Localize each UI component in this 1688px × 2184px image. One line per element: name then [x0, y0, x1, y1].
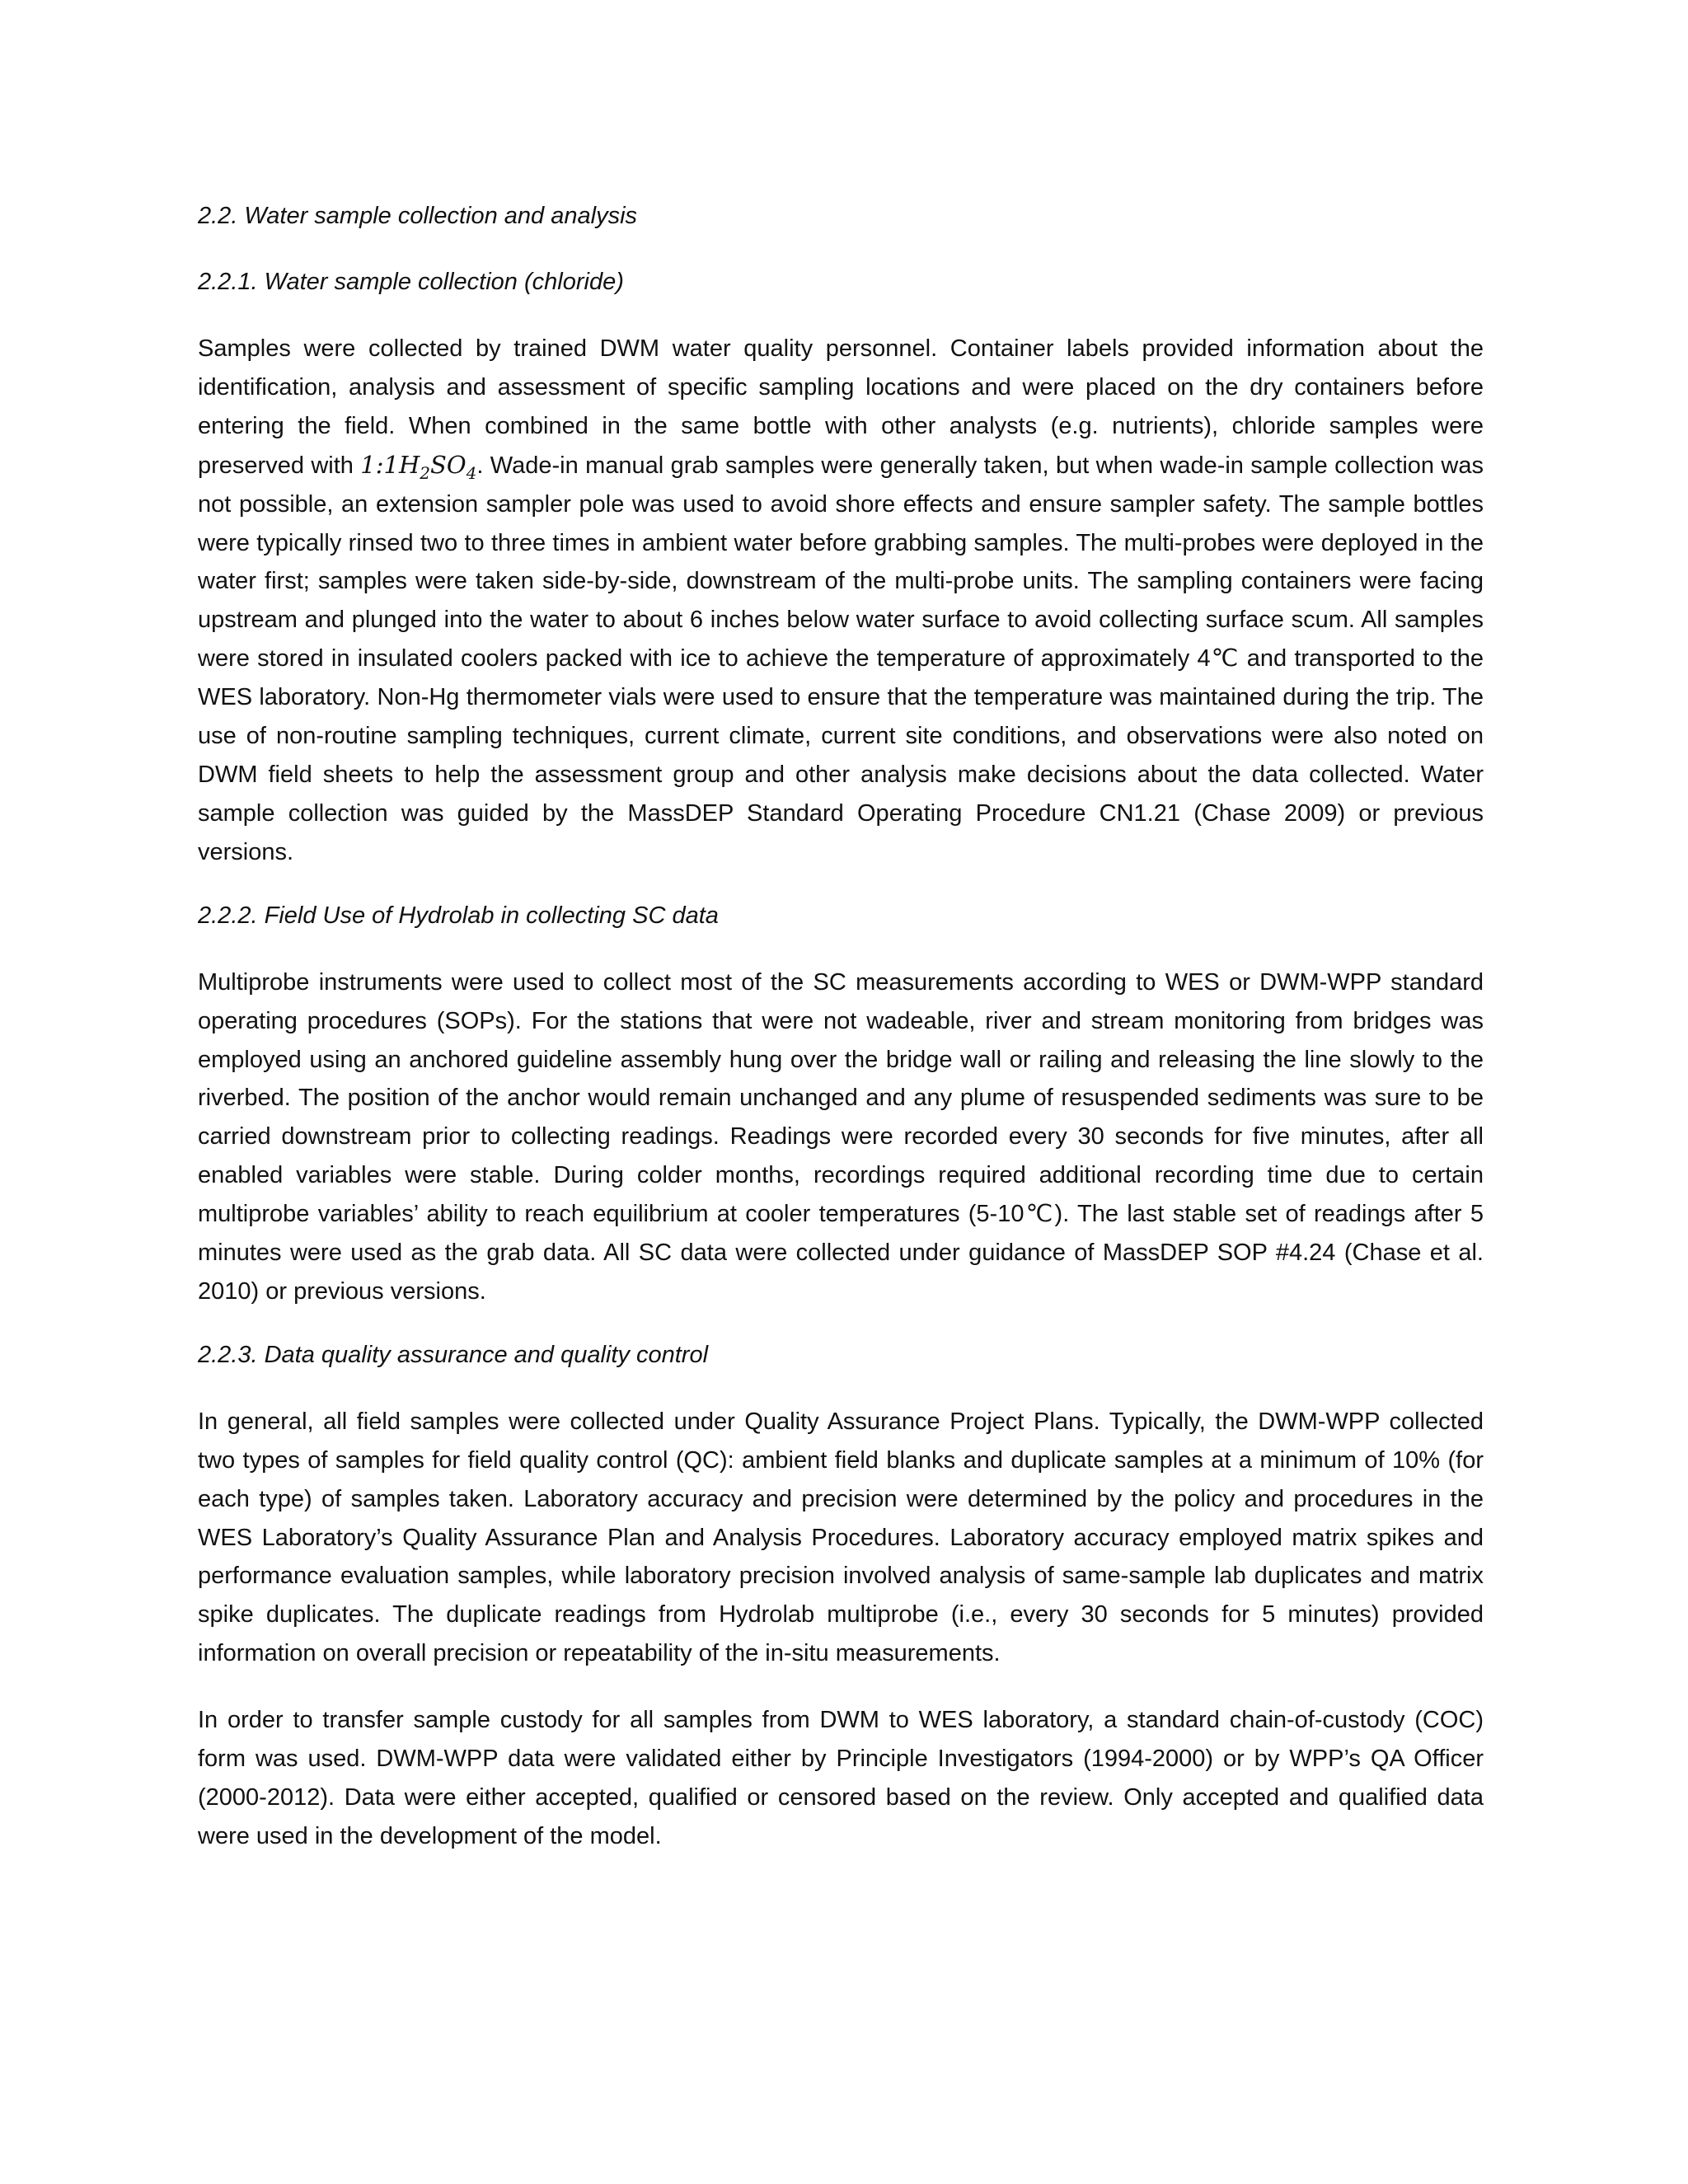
formula-ratio: 1:1 [360, 450, 399, 479]
section-heading-2-2-3: 2.2.3. Data quality assurance and quality control [198, 1341, 709, 1368]
section-heading-2-2-2: 2.2.2. Field Use of Hydrolab in collecting SC data [198, 902, 719, 929]
formula-h-subscript: 2 [420, 462, 430, 483]
paragraph-water-sample-collection [198, 330, 1484, 872]
paragraph-chain-of-custody: In order to transfer sample custody for all samples from DWM to WES laboratory, a standard chain-of-custody (COC) form was used. DWM-WPP data were validated either by Principle Investigators (1994-2000) or by WPP’s QA Officer (2000-2012). Data were either accepted, qualified or censored based on the review. Only accepted and qualified data were used in the development of the model. [198, 1707, 1484, 1849]
paragraph-text-part-2: . Wade-in manual grab samples were generally taken, but when wade-in sample collection was not possible, an extension sampler pole was used to avoid shore effects and ensure sampler safety. The sample bottles were typically rinsed two to three times in ambient water before grabbing samples. The multi-probes were deployed in the water first; samples were taken side-by-side, downstream of the multi-probe units. The sampling containers were facing upstream and plunged into the water to about 6 inches below water surface to avoid collecting surface scum. All samples were stored in insulated coolers packed with ice to achieve the temperature of approximately 4℃ and transported to the WES laboratory. Non-Hg thermometer vials were used to ensure that the temperature was maintained during the trip. The use of non-routine sampling techniques, current climate, current site conditions, and observations were also noted on DWM field sheets to help the assessment group and other analysis make decisions about the data collected. Water sample collection was guided by the MassDEP Standard Operating Procedure CN1.21 (Chase 2009) or previous versions. [198, 452, 1484, 865]
formula-so-subscript: 4 [466, 462, 477, 483]
formula-h: H [398, 450, 420, 479]
paragraph-text-part-1: Samples were collected by trained DWM water quality personnel. Container labels provided information about the identification, analysis and assessment of specific sampling locations and were placed on the dry containers before entering the field. When combined in the same bottle with other analysts (e.g. nutrients), chloride samples were preserved with [198, 335, 1484, 479]
section-heading-2-2-1: 2.2.1. Water sample collection (chloride) [198, 269, 624, 295]
formula-so: SO [429, 450, 467, 479]
document-page [198, 199, 1484, 1856]
section-heading-2-2: 2.2. Water sample collection and analysis [198, 203, 638, 229]
paragraph-hydrolab-field-use: Multiprobe instruments were used to collect most of the SC measurements according to WES or DWM-WPP standard operating procedures (SOPs). For the stations that were not wadeable, river and stream monitoring from bridges was employed using an anchored guideline assembly hung over the bridge wall or railing and releasing the line slowly to the riverbed. The position of the anchor would remain unchanged and any plume of resuspended sediments was sure to be carried downstream prior to collecting readings. Readings were recorded every 30 seconds for five minutes, after all enabled variables were stable. During colder months, recordings required additional recording time due to certain multiprobe variables’ ability to reach equilibrium at cooler temperatures (5-10℃). The last stable set of readings after 5 minutes were used as the grab data. All SC data were collected under guidance of MassDEP SOP #4.24 (Chase et al. 2010) or previous versions. [198, 968, 1484, 1305]
paragraph-quality-assurance: In general, all field samples were collected under Quality Assurance Project Plans. Typically, the DWM-WPP collected two types of samples for field quality control (QC): ambient field blanks and duplicate samples at a minimum of 10% (for each type) of samples taken. Laboratory accuracy and precision were determined by the policy and procedures in the WES Laboratory’s Quality Assurance Plan and Analysis Procedures. Laboratory accuracy employed matrix spikes and performance evaluation samples, while laboratory precision involved analysis of same-sample lab duplicates and matrix spike duplicates. The duplicate readings from Hydrolab multiprobe (i.e., every 30 seconds for 5 minutes) provided information on overall precision or repeatability of the in-situ measurements. [198, 1408, 1484, 1667]
sulfuric-acid-formula [360, 450, 477, 483]
